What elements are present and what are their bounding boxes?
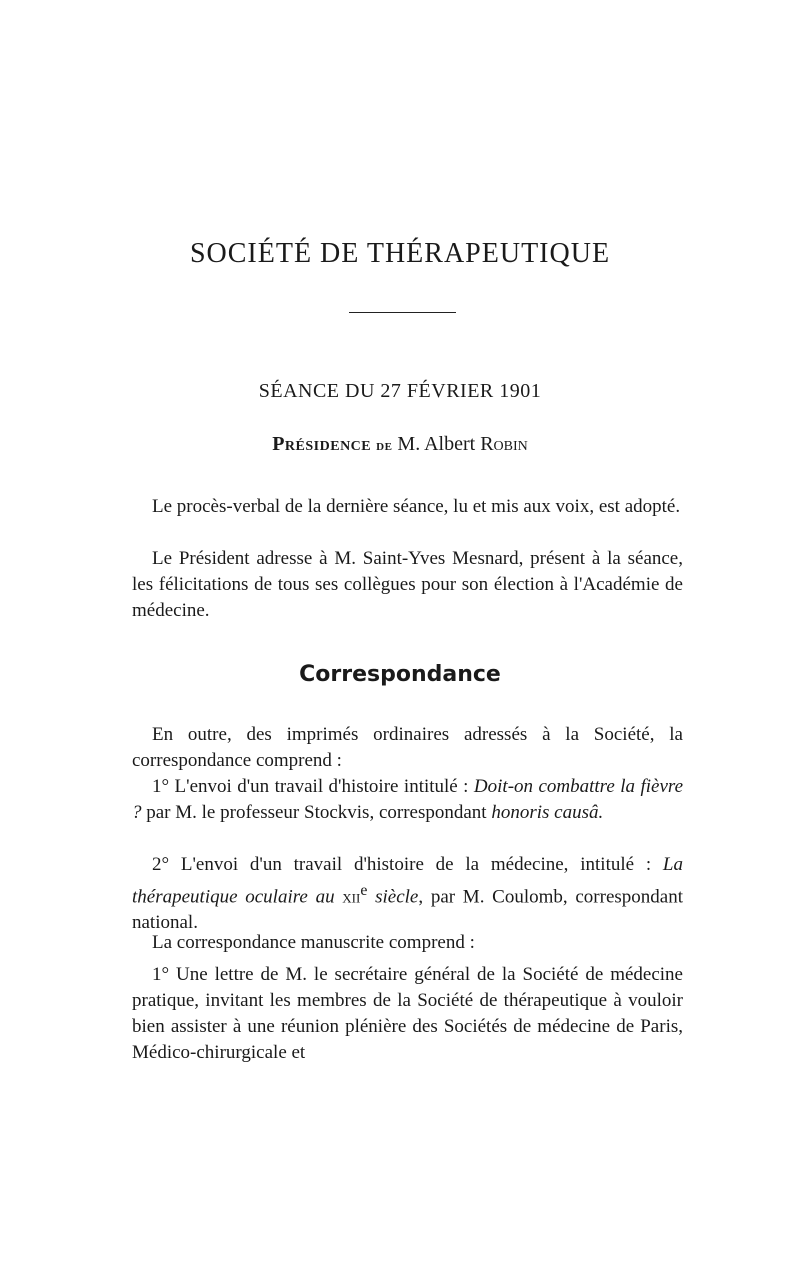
item2-title: La thérapeutique oculaire au	[132, 854, 683, 908]
manuscript-item-1: 1° Une lettre de M. le secrétaire général de la Société de médecine pratique, invitant les membres de la Société de thérapeutique à vouloir bien assister à une réunion plénière des Sociétés de médecine de Paris, Médico-chirurgicale et	[132, 964, 683, 1063]
item1-mid: par M. le professeur Stockvis, correspondant	[141, 802, 492, 823]
president-title: M.	[397, 433, 421, 455]
section-heading-correspondance: Correspondance	[299, 662, 501, 687]
item2-siecle: siècle	[375, 886, 419, 908]
correspondance-item-2	[132, 852, 683, 936]
item1-honoris: honoris causâ.	[491, 802, 604, 823]
presidency-de: de	[376, 438, 393, 454]
journal-title: SOCIÉTÉ DE THÉRAPEUTIQUE	[189, 238, 611, 269]
session-date-heading: SÉANCE DU 27 FÉVRIER 1901	[258, 380, 542, 402]
item1-title: Doit-on combattre la fièvre ?	[132, 776, 684, 823]
item1-prefix: 1° L'envoi d'un travail d'histoire intitulé :	[152, 776, 474, 797]
president-firstname: Albert	[424, 433, 476, 455]
minutes-paragraph: Le procès-verbal de la dernière séance, lu et mis aux voix, est adopté.	[152, 496, 681, 517]
item2-century-sup: e	[360, 882, 368, 899]
manuscript-correspondance-paragraph: La correspondance manuscrite comprend :	[152, 932, 475, 953]
presidency-line	[0, 433, 800, 456]
item2-suffix: , par M. Coulomb, correspondant national.	[132, 886, 683, 934]
item2-century: xii	[342, 886, 361, 908]
item2-prefix: 2° L'envoi d'un travail d'histoire de la médecine, intitulé :	[152, 854, 663, 875]
correspondance-intro-paragraph: En outre, des imprimés ordinaires adressés à la Société, la correspondance comprend :	[132, 724, 683, 771]
title-divider	[349, 312, 456, 313]
presidency-label: Présidence	[272, 433, 372, 455]
president-address-paragraph: Le Président adresse à M. Saint-Yves Mesnard, présent à la séance, les félicitations de tous ses collègues pour son élection à l'Académie de médecine.	[132, 548, 683, 621]
president-lastname: Robin	[480, 433, 528, 455]
correspondance-item-1	[132, 774, 683, 826]
